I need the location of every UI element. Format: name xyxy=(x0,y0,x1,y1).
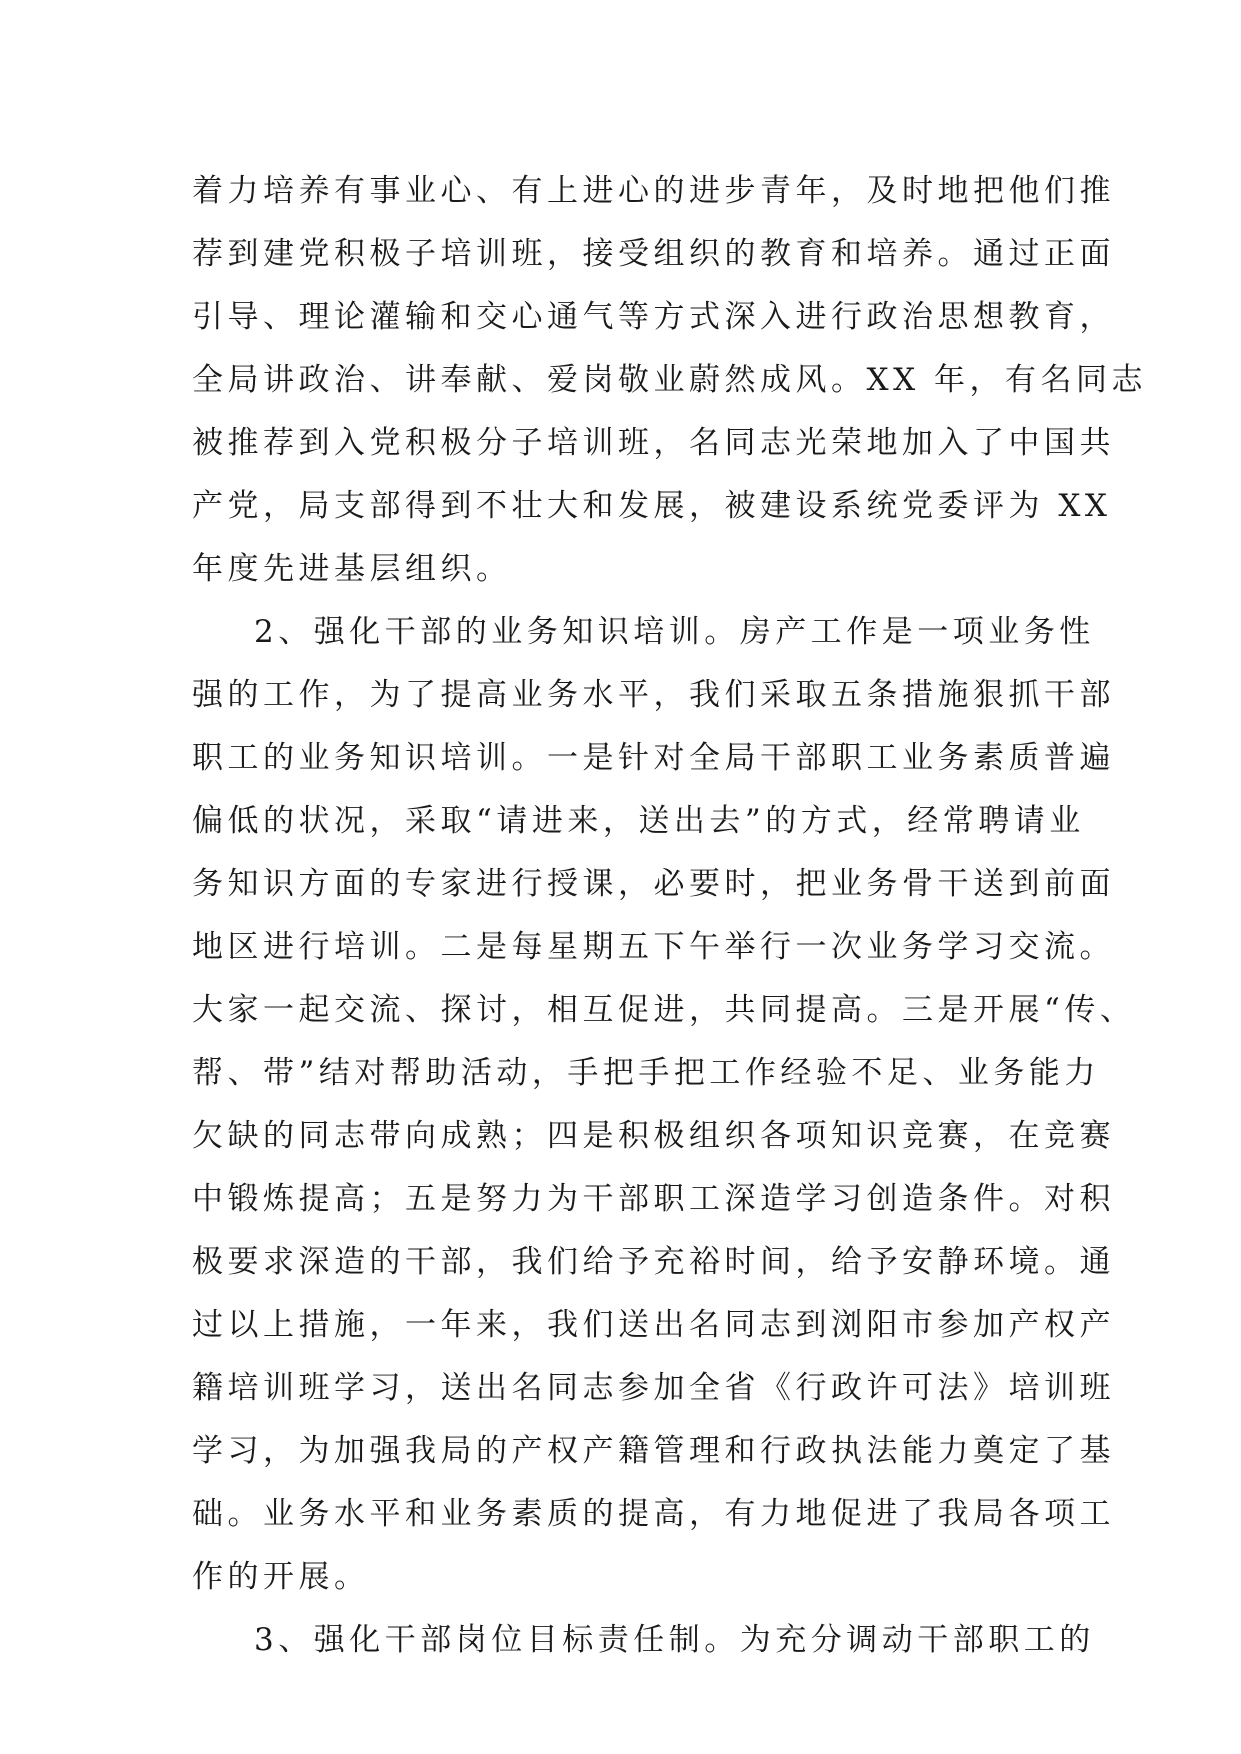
text-line: 大家一起交流、探讨，相互促进，共同提高。三是开展“传、 xyxy=(192,992,1136,1028)
text-line: 年度先进基层组织。 xyxy=(192,551,512,587)
text-line: 偏低的状况，采取“请进来，送出去”的方式，经常聘请业 xyxy=(192,803,1085,839)
text-line: 着力培养有事业心、有上进心的进步青年，及时地把他们推 xyxy=(192,173,1115,209)
text-line: 地区进行培训。二是每星期五下午举行一次业务学习交流。 xyxy=(192,929,1115,965)
text-line: 职工的业务知识培训。一是针对全局干部职工业务素质普遍 xyxy=(192,740,1115,776)
text-line: 学习，为加强我局的产权产籍管理和行政执法能力奠定了基 xyxy=(192,1433,1115,1469)
text-line: 产党，局支部得到不壮大和发展，被建设系统党委评为 XX xyxy=(192,488,1112,524)
text-line: 帮、带”结对帮助活动，手把手把工作经验不足、业务能力 xyxy=(192,1055,1100,1091)
text-line: 础。业务水平和业务素质的提高，有力地促进了我局各项工 xyxy=(192,1496,1115,1532)
paragraph-start-line: 3、强化干部岗位目标责任制。为充分调动干部职工的 xyxy=(254,1622,1095,1658)
text-line: 作的开展。 xyxy=(192,1559,370,1595)
text-line: 引导、理论灌输和交心通气等方式深入进行政治思想教育， xyxy=(192,299,1115,335)
text-line: 务知识方面的专家进行授课，必要时，把业务骨干送到前面 xyxy=(192,866,1115,902)
body-text xyxy=(192,160,1147,1672)
text-line: 欠缺的同志带向成熟；四是积极组织各项知识竞赛，在竞赛 xyxy=(192,1118,1115,1154)
text-line: 强的工作，为了提高业务水平，我们采取五条措施狠抓干部 xyxy=(192,677,1115,713)
text-line: 籍培训班学习，送出名同志参加全省《行政许可法》培训班 xyxy=(192,1370,1115,1406)
text-line: 极要求深造的干部，我们给予充裕时间，给予安静环境。通 xyxy=(192,1244,1115,1280)
text-line: 中锻炼提高；五是努力为干部职工深造学习创造条件。对积 xyxy=(192,1181,1115,1217)
text-line: 过以上措施，一年来，我们送出名同志到浏阳市参加产权产 xyxy=(192,1307,1115,1343)
paragraph-start-line: 2、强化干部的业务知识培训。房产工作是一项业务性 xyxy=(254,614,1095,650)
text-line: 全局讲政治、讲奉献、爱岗敬业蔚然成风。XX 年，有名同志 xyxy=(192,362,1147,398)
text-line: 被推荐到入党积极分子培训班，名同志光荣地加入了中国共 xyxy=(192,425,1115,461)
text-line: 荐到建党积极子培训班，接受组织的教育和培养。通过正面 xyxy=(192,236,1115,272)
